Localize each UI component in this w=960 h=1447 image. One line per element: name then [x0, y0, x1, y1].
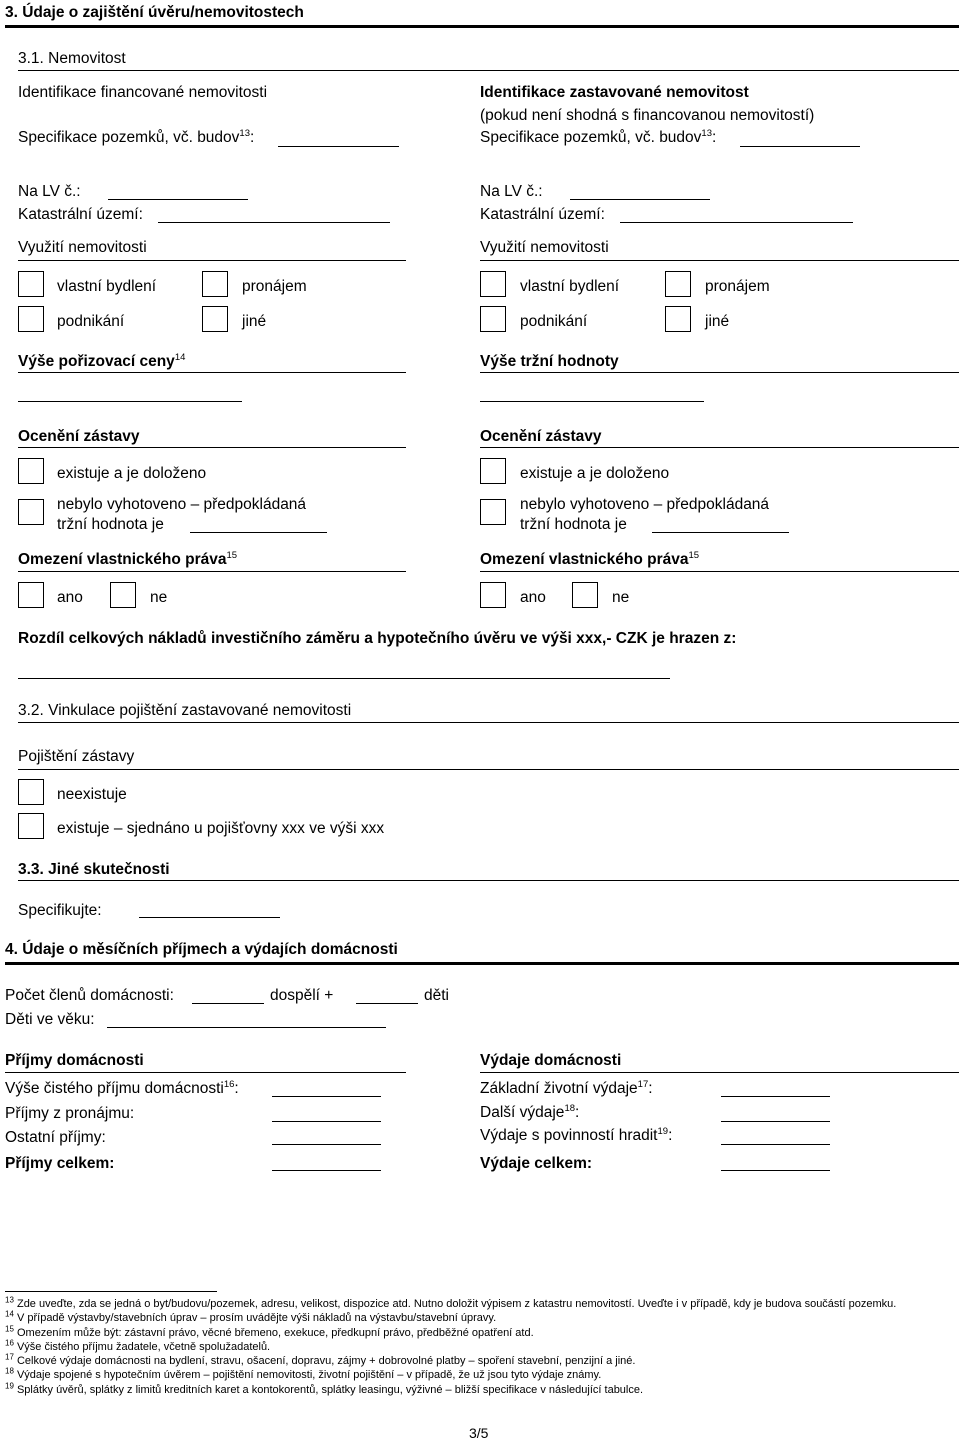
insurance-title: Pojištění zástavy	[18, 748, 135, 765]
divider	[480, 372, 959, 373]
footnote: $^{19}$ Splátky úvěrů, splátky z limitů kreditních karet a kontokorentů, splátky leasingu, výživné – bližší specifikace v následující tabulce.	[5, 1381, 644, 1396]
exp-mandatory-field[interactable]	[721, 1144, 830, 1145]
left-lv-field[interactable]	[108, 199, 248, 200]
right-no-label: ne	[612, 589, 630, 606]
right-kat-label: Katastrální území:	[480, 206, 605, 223]
right-restriction-title: Omezení vlastnického práva$^{15}$	[480, 549, 700, 568]
exp-more-field[interactable]	[721, 1121, 830, 1122]
left-restriction-title: Omezení vlastnického práva$^{15}$	[18, 549, 238, 568]
right-own-label: vlastní bydlení	[520, 278, 620, 295]
difference-label: Rozdíl celkových nákladů investičního záměru a hypotečního úvěru ve výši xxx,- CZK je hrazen z:	[18, 630, 737, 647]
specify-label: Specifikujte:	[18, 902, 102, 919]
section-heading: 4. Údaje o měsíčních příjmech a výdajích domácnosti	[5, 941, 398, 958]
divider	[18, 260, 406, 261]
footnote: $^{14}$ V případě výstavby/stavebních úprav – prosím uvádějte výši nákladů na výstavbu/stavební úpravy.	[5, 1309, 497, 1325]
right-use-title: Využití nemovitosti	[480, 239, 609, 256]
right-valuation-title: Ocenění zástavy	[480, 428, 602, 445]
left-val-notmade-label: nebylo vyhotoveno – předpokládaná	[57, 496, 307, 513]
right-val-notmade-label: nebylo vyhotoveno – předpokládaná	[520, 496, 770, 513]
left-other-label: jiné	[242, 313, 267, 330]
specify-field[interactable]	[139, 917, 280, 918]
ins-none-label: neexistuje	[57, 786, 127, 803]
left-spec-field[interactable]	[278, 146, 399, 147]
left-price-title: Výše pořizovací ceny$^{14}$	[18, 351, 186, 370]
divider	[18, 880, 959, 881]
subsection-title: 3.2. Vinkulace pojištění zastavované nemovitosti	[18, 702, 352, 719]
right-val-notmade-checkbox[interactable]	[480, 499, 506, 525]
footnotes	[5, 1297, 959, 1397]
income-other-label: Ostatní příjmy:	[5, 1129, 106, 1146]
left-business-label: podnikání	[57, 313, 125, 330]
divider	[480, 571, 959, 572]
difference-field[interactable]	[18, 678, 670, 679]
right-rent-label: pronájem	[705, 278, 770, 295]
divider	[480, 260, 959, 261]
right-business-label: podnikání	[520, 313, 588, 330]
right-spec-label: Specifikace pozemků, vč. budov$^{13}$:	[480, 127, 717, 146]
left-lv-label: Na LV č.:	[18, 183, 81, 200]
left-yes-label: ano	[57, 589, 83, 606]
footnote: $^{16}$ Výše čistého příjmu žadatele, včetně spolužadatelů.	[5, 1338, 271, 1353]
income-title: Příjmy domácnosti	[5, 1052, 144, 1069]
left-rent-label: pronájem	[242, 278, 307, 295]
exp-basic-label: Základní životní výdaje$^{17}$:	[480, 1078, 653, 1097]
left-business-checkbox[interactable]	[18, 306, 44, 332]
right-ident-note: (pokud není shodná s financovanou nemovitostí)	[480, 107, 815, 124]
right-ident-title: Identifikace zastavované nemovitost	[480, 84, 749, 101]
left-val-notmade-checkbox[interactable]	[18, 499, 44, 525]
right-val-notmade-label-2: tržní hodnota je	[520, 516, 627, 533]
left-val-exists-label: existuje a je doloženo	[57, 465, 207, 482]
divider	[5, 1072, 406, 1073]
divider	[18, 447, 406, 448]
left-val-notmade-label-2: tržní hodnota je	[57, 516, 164, 533]
right-rent-checkbox[interactable]	[665, 271, 691, 297]
divider	[18, 722, 959, 723]
left-other-checkbox[interactable]	[202, 306, 228, 332]
exp-total-field[interactable]	[721, 1170, 830, 1171]
left-valuation-title: Ocenění zástavy	[18, 428, 140, 445]
right-own-checkbox[interactable]	[480, 271, 506, 297]
left-no-label: ne	[150, 589, 168, 606]
subsection-title: 3.3. Jiné skutečnosti	[18, 861, 170, 878]
right-val-exists-checkbox[interactable]	[480, 458, 506, 484]
divider	[480, 447, 959, 448]
divider	[18, 372, 406, 373]
exp-mandatory-label: Výdaje s povinností hradit$^{19}$:	[480, 1125, 673, 1144]
right-market-field[interactable]	[480, 401, 704, 402]
left-yes-checkbox[interactable]	[18, 582, 44, 608]
right-lv-label: Na LV č.:	[480, 183, 543, 200]
right-yes-label: ano	[520, 589, 546, 606]
left-val-exists-checkbox[interactable]	[18, 458, 44, 484]
income-total-field[interactable]	[272, 1170, 381, 1171]
left-rent-checkbox[interactable]	[202, 271, 228, 297]
right-yes-checkbox[interactable]	[480, 582, 506, 608]
subsection-title: 3.1. Nemovitost	[18, 50, 126, 67]
left-kat-label: Katastrální území:	[18, 206, 143, 223]
left-market-value-field[interactable]	[190, 532, 327, 533]
divider	[18, 769, 959, 770]
divider	[5, 962, 959, 965]
left-price-field[interactable]	[18, 401, 242, 402]
income-total-label: Příjmy celkem:	[5, 1155, 115, 1172]
income-rent-label: Příjmy z pronájmu:	[5, 1105, 135, 1122]
divider	[18, 70, 959, 71]
footnote: $^{15}$ Omezením může být: zástavní právo, věcné břemeno, exekuce, předkupní právo, předběžné opatření atd.	[5, 1323, 534, 1339]
left-own-label: vlastní bydlení	[57, 278, 157, 295]
ins-none-checkbox[interactable]	[18, 779, 44, 805]
divider	[18, 571, 406, 572]
left-ident-title: Identifikace financované nemovitosti	[18, 84, 268, 101]
income-other-field[interactable]	[272, 1144, 381, 1145]
left-own-checkbox[interactable]	[18, 271, 44, 297]
right-no-checkbox[interactable]	[572, 582, 598, 608]
divider	[480, 1072, 959, 1073]
right-lv-field[interactable]	[570, 199, 710, 200]
children-label: děti	[424, 987, 449, 1004]
left-no-checkbox[interactable]	[110, 582, 136, 608]
income-net-label: Výše čistého příjmu domácnosti$^{16}$:	[5, 1078, 239, 1097]
section-heading: 3. Údaje o zajištění úvěru/nemovitostech	[5, 4, 304, 21]
right-spec-field[interactable]	[740, 146, 860, 147]
right-other-label: jiné	[705, 313, 730, 330]
right-kat-field[interactable]	[620, 222, 853, 223]
exp-basic-field[interactable]	[721, 1096, 830, 1097]
exp-more-label: Další výdaje$^{18}$:	[480, 1102, 580, 1121]
ins-exists-label: existuje – sjednáno u pojišťovny xxx ve výši xxx	[57, 820, 385, 837]
left-spec-label: Specifikace pozemků, vč. budov$^{13}$:	[18, 127, 255, 146]
children-field[interactable]	[356, 1003, 418, 1004]
members-label: Počet členů domácnosti:	[5, 987, 174, 1004]
footnote: $^{18}$ Výdaje spojené s hypotečním úvěrem – pojištění nemovitosti, životní pojištění – v případě, že už jsou tyto výdaje známy.	[5, 1366, 602, 1382]
income-net-field[interactable]	[272, 1096, 381, 1097]
footnote: $^{13}$ Zde uveďte, zda se jedná o byt/budovu/pozemek, adresu, velikost, dispozice atd. Nutno doložit výpisem z katastru nemovitostí. Uveďte i v případě, kdy je budova součástí pozemku.	[5, 1295, 897, 1310]
right-market-value-field[interactable]	[652, 532, 789, 533]
right-market-title: Výše tržní hodnoty	[480, 353, 619, 370]
adults-label: dospělí +	[270, 987, 334, 1004]
footnote-separator	[5, 1291, 217, 1292]
adults-field[interactable]	[192, 1003, 264, 1004]
kids-age-field[interactable]	[107, 1027, 386, 1028]
right-business-checkbox[interactable]	[480, 306, 506, 332]
exp-total-label: Výdaje celkem:	[480, 1155, 593, 1172]
ins-exists-checkbox[interactable]	[18, 813, 44, 839]
expenses-title: Výdaje domácnosti	[480, 1052, 622, 1069]
right-other-checkbox[interactable]	[665, 306, 691, 332]
page-number: 3/5	[469, 1425, 489, 1441]
left-use-title: Využití nemovitosti	[18, 239, 147, 256]
income-rent-field[interactable]	[272, 1121, 381, 1122]
footnote: $^{17}$ Celkové výdaje domácnosti na bydlení, stravu, ošacení, dopravu, zájmy + dobrovolné platby – spoření stavební, penzijní a jiné.	[5, 1352, 636, 1368]
kids-age-label: Děti ve věku:	[5, 1011, 95, 1028]
divider	[5, 25, 959, 28]
right-val-exists-label: existuje a je doloženo	[520, 465, 670, 482]
left-kat-field[interactable]	[158, 222, 390, 223]
